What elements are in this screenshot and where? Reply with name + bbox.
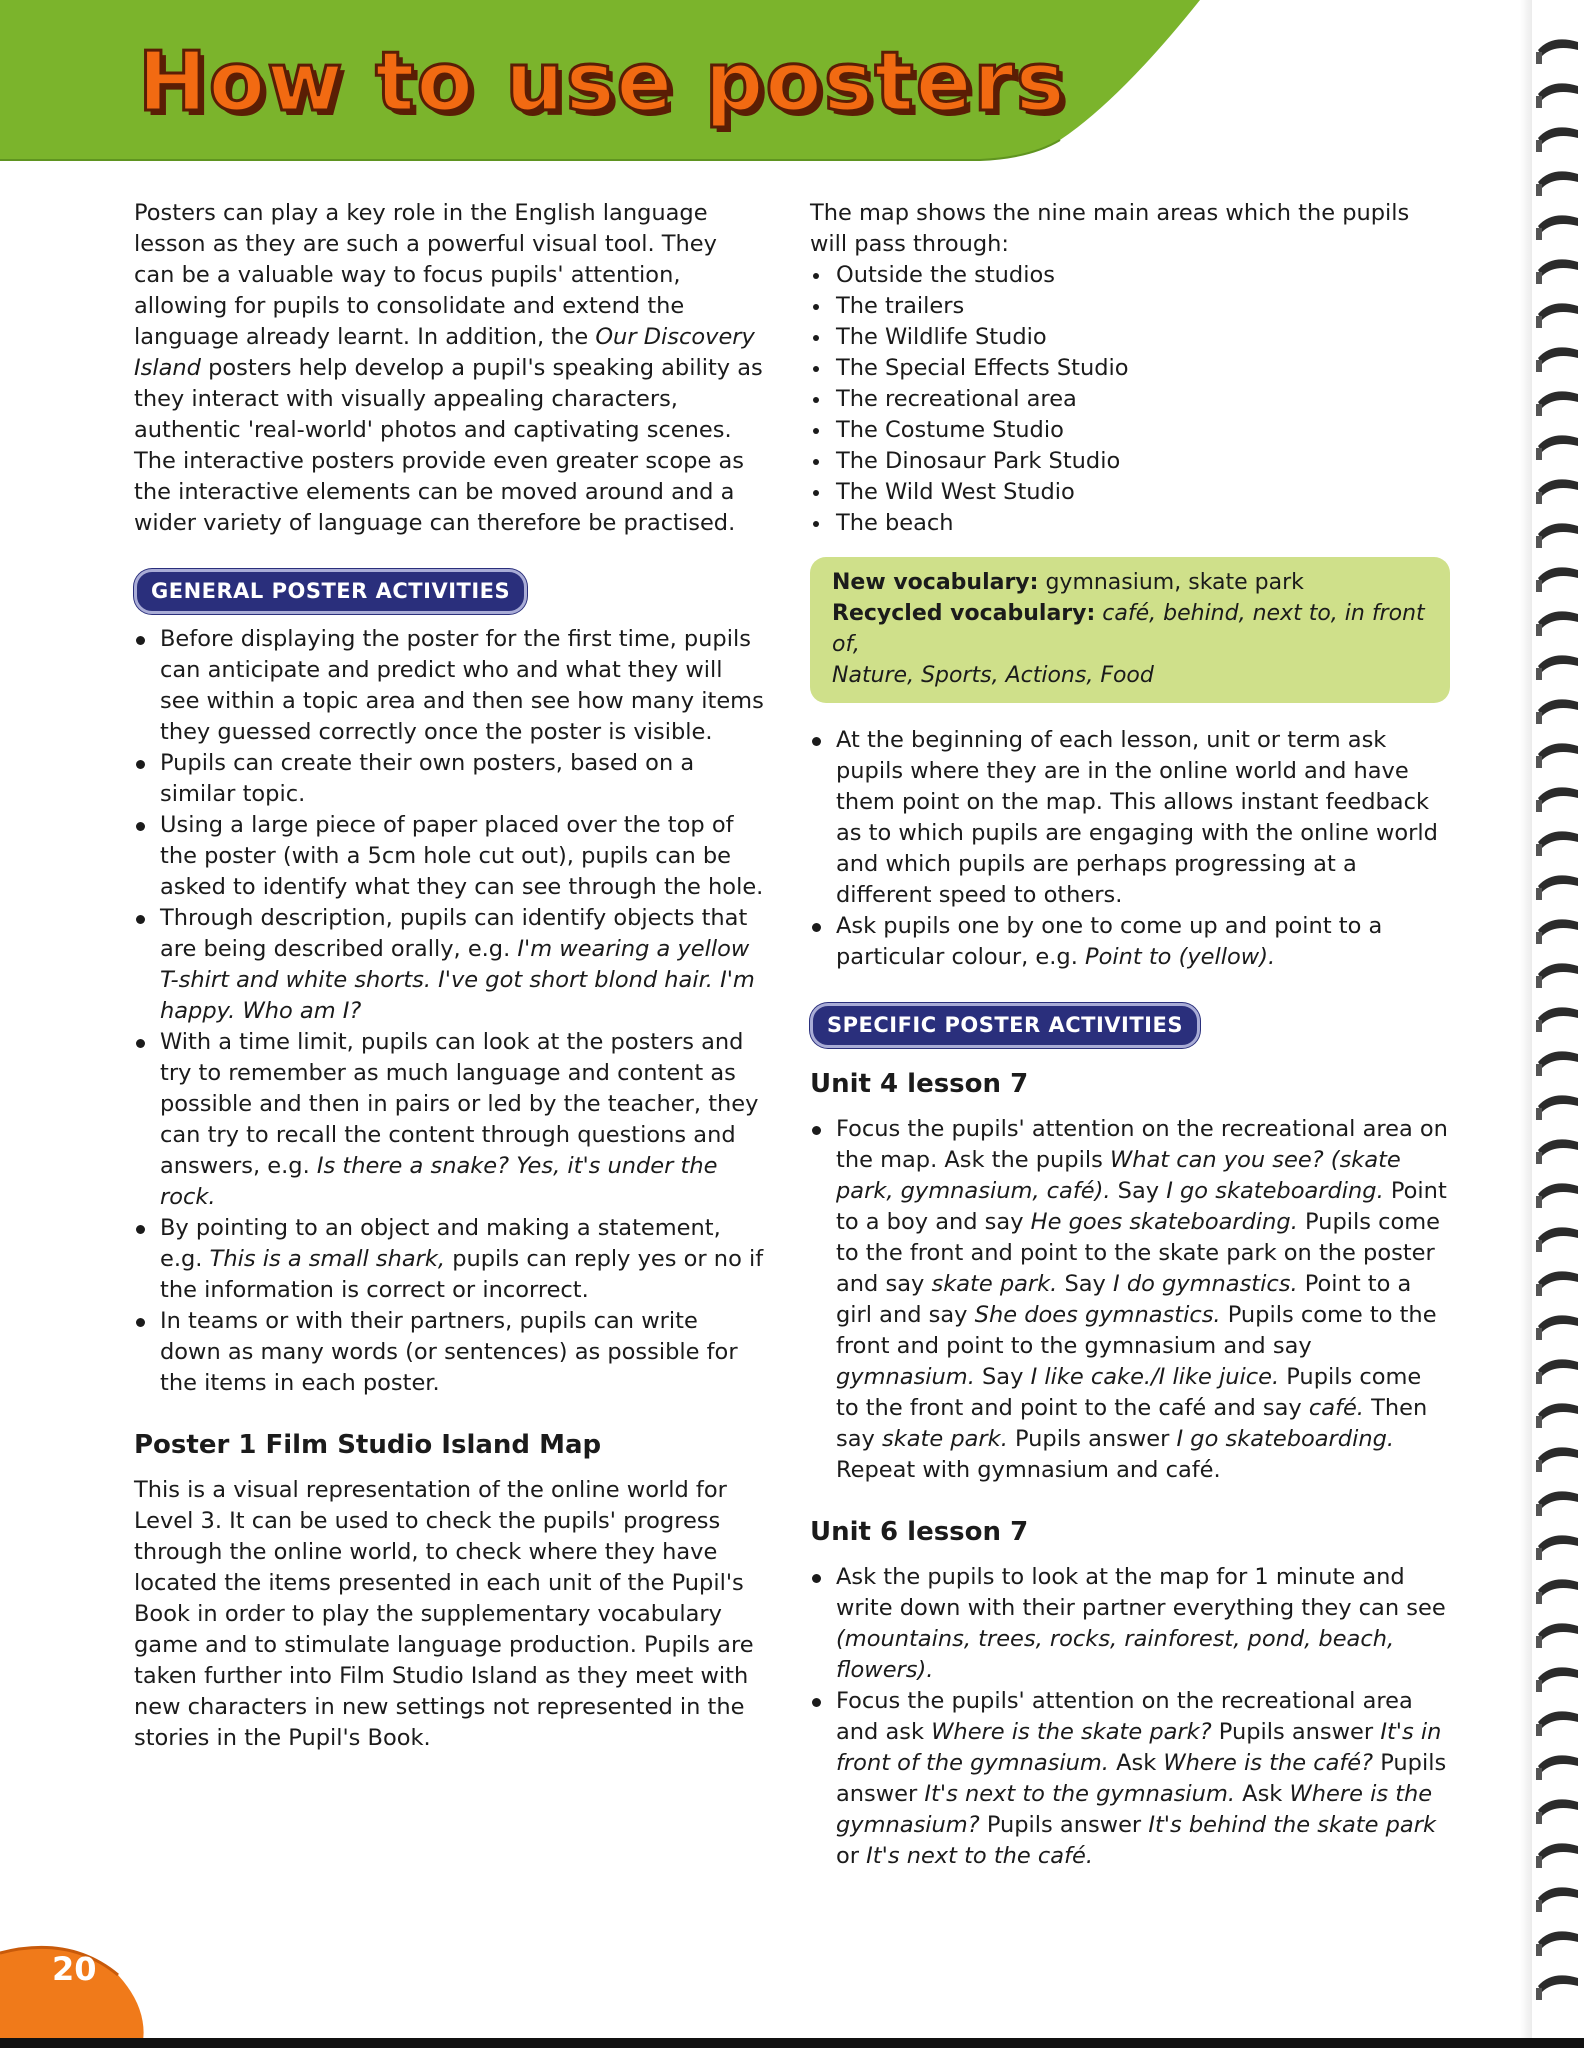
spiral-ring — [1538, 83, 1578, 100]
list-item: Focus the pupils' attention on the recreational area on the map. Ask the pupils What can you see? (skate park, gymnasium, café). Say I go skateboarding. Point to a boy and say He goes skateboarding. Pupils come to the front and point to the skate park on the poster and say skate park. Say I do gymnastics. Point to a girl and say She does gymnastics. Pupils come to the front and point to the gymnasium and say gymnasium. Say I like cake./I like juice. Pupils come to the front and point to the café and say café. Then say skate park. Pupils answer I go skateboarding. Repeat with gymnasium and café. — [810, 1114, 1450, 1486]
spiral-hole — [1536, 272, 1542, 284]
unit6-list — [810, 1562, 1450, 1872]
specific-activities-heading: SPECIFIC POSTER ACTIVITIES — [810, 1003, 1200, 1048]
spiral-ring — [1538, 1843, 1578, 1860]
general-activities-list — [134, 624, 764, 1399]
spiral-ring — [1538, 347, 1578, 364]
spiral-ring — [1538, 567, 1578, 584]
list-item: The Costume Studio — [810, 415, 1450, 446]
spiral-hole — [1536, 1108, 1542, 1120]
spiral-hole — [1536, 1856, 1542, 1868]
general-heading-wrap — [134, 569, 764, 614]
list-item: The Wildlife Studio — [810, 322, 1450, 353]
spiral-ring — [1538, 1007, 1578, 1024]
spiral-hole — [1536, 888, 1542, 900]
spiral-hole — [1536, 448, 1542, 460]
spiral-ring — [1538, 1491, 1578, 1508]
spiral-ring — [1538, 1975, 1578, 1992]
spiral-hole — [1536, 1372, 1542, 1384]
spiral-ring — [1538, 1227, 1578, 1244]
specific-heading-wrap — [810, 1003, 1450, 1048]
spiral-ring — [1538, 39, 1578, 56]
spiral-hole — [1536, 1240, 1542, 1252]
spiral-hole — [1536, 712, 1542, 724]
spiral-hole — [1536, 1900, 1542, 1912]
list-item: The Wild West Studio — [810, 477, 1450, 508]
spiral-hole — [1536, 1548, 1542, 1560]
spiral-hole — [1536, 1196, 1542, 1208]
spiral-hole — [1536, 1944, 1542, 1956]
header-banner — [0, 0, 1230, 165]
intro-paragraph: Posters can play a key role in the English language lesson as they are such a powerful visual tool. They can be a valuable way to focus pupils' attention, allowing for pupils to consolidate and extend the language already learnt. In addition, the Our Discovery Island posters help develop a pupil's speaking ability as they interact with visually appealing characters, authentic 'real-world' photos and captivating scenes. The interactive posters provide even greater scope as the interactive elements can be moved around and a wider variety of language can therefore be practised. — [134, 200, 763, 536]
spiral-hole — [1536, 800, 1542, 812]
spiral-hole — [1536, 1284, 1542, 1296]
unit4-list — [810, 1114, 1450, 1486]
spiral-ring — [1538, 1711, 1578, 1728]
list-item: Focus the pupils' attention on the recreational area and ask Where is the skate park? Pupils answer It's in front of the gymnasium. Ask Where is the café? Pupils answer It's next to the gymnasium. Ask Where is the gymnasium? Pupils answer It's behind the skate park or It's next to the café. — [810, 1686, 1450, 1872]
spiral-hole — [1536, 976, 1542, 988]
list-item: Outside the studios — [810, 260, 1450, 291]
list-item: The Dinosaur Park Studio — [810, 446, 1450, 477]
list-item: In teams or with their partners, pupils can write down as many words (or sentences) as possible for the items in each poster. — [134, 1306, 764, 1399]
list-item: Ask the pupils to look at the map for 1 minute and write down with their partner everything they can see (mountains, trees, rocks, rainforest, pond, beach, flowers). — [810, 1562, 1450, 1686]
spiral-ring — [1538, 1183, 1578, 1200]
spiral-hole — [1536, 580, 1542, 592]
spiral-ring — [1538, 1315, 1578, 1332]
spiral-hole — [1536, 1460, 1542, 1472]
spiral-ring — [1538, 1623, 1578, 1640]
spiral-ring — [1538, 1667, 1578, 1684]
spiral-ring — [1538, 611, 1578, 628]
spiral-hole — [1536, 228, 1542, 240]
spiral-ring — [1538, 963, 1578, 980]
spiral-hole — [1536, 624, 1542, 636]
spiral-ring — [1538, 171, 1578, 188]
list-item: The recreational area — [810, 384, 1450, 415]
spiral-ring — [1538, 1403, 1578, 1420]
spiral-hole — [1536, 844, 1542, 856]
right-column — [810, 198, 1450, 1872]
list-item: Using a large piece of paper placed over the top of the poster (with a 5cm hole cut out), pupils can be asked to identify what they can see through the hole. — [134, 810, 764, 903]
recycled-vocabulary: Recycled vocabulary: café, behind, next to, in front of, Nature, Sports, Actions, Food — [832, 601, 1425, 688]
spiral-hole — [1536, 536, 1542, 548]
list-item: The trailers — [810, 291, 1450, 322]
spiral-hole — [1536, 1988, 1542, 2000]
vocabulary-box — [810, 557, 1450, 703]
spiral-ring — [1538, 1139, 1578, 1156]
spiral-hole — [1536, 1680, 1542, 1692]
spiral-ring — [1538, 435, 1578, 452]
list-item: Before displaying the poster for the first time, pupils can anticipate and predict who and what they will see within a topic area and then see how many items they guessed correctly once the poster is visible. — [134, 624, 764, 748]
list-item: The beach — [810, 508, 1450, 539]
spiral-ring — [1538, 479, 1578, 496]
spiral-ring — [1538, 831, 1578, 848]
spiral-ring — [1538, 215, 1578, 232]
spiral-ring — [1538, 875, 1578, 892]
page-bottom-edge — [0, 2038, 1584, 2048]
spiral-ring — [1538, 655, 1578, 672]
list-item: Through description, pupils can identify objects that are being described orally, e.g. I'm wearing a yellow T-shirt and white shorts. I've got short blond hair. I'm happy. Who am I? — [134, 903, 764, 1027]
spiral-hole — [1536, 360, 1542, 372]
spiral-hole — [1536, 492, 1542, 504]
spiral-hole — [1536, 756, 1542, 768]
spiral-ring — [1538, 1447, 1578, 1464]
spiral-hole — [1536, 184, 1542, 196]
spiral-binding — [1532, 0, 1584, 2048]
general-activities-heading: GENERAL POSTER ACTIVITIES — [134, 569, 527, 614]
spiral-ring — [1538, 1887, 1578, 1904]
list-item: Pupils can create their own posters, based on a similar topic. — [134, 748, 764, 810]
list-item: By pointing to an object and making a statement, e.g. This is a small shark, pupils can reply yes or no if the information is correct or incorrect. — [134, 1213, 764, 1306]
spiral-hole — [1536, 1768, 1542, 1780]
spiral-ring — [1538, 523, 1578, 540]
spiral-ring — [1538, 259, 1578, 276]
new-vocabulary: New vocabulary: gymnasium, skate park — [832, 570, 1304, 595]
spiral-ring — [1538, 699, 1578, 716]
poster1-paragraph: This is a visual representation of the online world for Level 3. It can be used to check the pupils' progress through the online world, to check where they have located the items presented in each unit of the Pupil's Book in order to play the supplementary vocabulary game and to stimulate language production. Pupils are taken further into Film Studio Island as they meet with new characters in new settings not represented in the stories in the Pupil's Book. — [134, 1477, 754, 1751]
list-item: At the beginning of each lesson, unit or term ask pupils where they are in the online world and have them point on the map. This allows instant feedback as to which pupils are engaging with the online world and which pupils are perhaps progressing at a different speed to others. — [810, 725, 1450, 911]
spiral-hole — [1536, 1328, 1542, 1340]
spiral-hole — [1536, 1064, 1542, 1076]
spiral-hole — [1536, 1416, 1542, 1428]
page-title: How to use posters — [138, 35, 1067, 130]
spiral-hole — [1536, 140, 1542, 152]
unit6-heading: Unit 6 lesson 7 — [810, 1517, 1029, 1547]
spiral-ring — [1538, 1931, 1578, 1948]
page-shadow — [1520, 0, 1532, 2048]
list-item: With a time limit, pupils can look at the posters and try to remember as much language and content as possible and then in pairs or led by the teacher, they can try to recall the content through questions and answers, e.g. Is there a snake? Yes, it's under the rock. — [134, 1027, 764, 1213]
unit4-heading: Unit 4 lesson 7 — [810, 1069, 1029, 1099]
spiral-ring — [1538, 1799, 1578, 1816]
spiral-hole — [1536, 52, 1542, 64]
map-activities-list — [810, 725, 1450, 973]
spiral-hole — [1536, 1504, 1542, 1516]
spiral-hole — [1536, 668, 1542, 680]
spiral-hole — [1536, 1592, 1542, 1604]
spiral-hole — [1536, 932, 1542, 944]
spiral-ring — [1538, 1579, 1578, 1596]
map-intro: The map shows the nine main areas which the pupils will pass through: — [810, 200, 1410, 257]
map-areas-list — [810, 260, 1450, 539]
spiral-hole — [1536, 316, 1542, 328]
spiral-ring — [1538, 303, 1578, 320]
page-number: 20 — [52, 1950, 97, 1988]
spiral-ring — [1538, 127, 1578, 144]
spiral-ring — [1538, 919, 1578, 936]
spiral-hole — [1536, 96, 1542, 108]
list-item: The Special Effects Studio — [810, 353, 1450, 384]
spiral-hole — [1536, 1812, 1542, 1824]
spiral-ring — [1538, 1755, 1578, 1772]
spiral-ring — [1538, 743, 1578, 760]
spiral-ring — [1538, 1535, 1578, 1552]
poster1-heading: Poster 1 Film Studio Island Map — [134, 1430, 602, 1460]
spiral-hole — [1536, 404, 1542, 416]
spiral-ring — [1538, 1051, 1578, 1068]
spiral-ring — [1538, 1271, 1578, 1288]
spiral-hole — [1536, 1636, 1542, 1648]
spiral-ring — [1538, 787, 1578, 804]
spiral-hole — [1536, 1020, 1542, 1032]
spiral-ring — [1538, 1095, 1578, 1112]
spiral-hole — [1536, 1152, 1542, 1164]
list-item: Ask pupils one by one to come up and point to a particular colour, e.g. Point to (yellow). — [810, 911, 1450, 973]
spiral-ring — [1538, 391, 1578, 408]
left-column — [134, 198, 764, 1754]
spiral-ring — [1538, 1359, 1578, 1376]
spiral-hole — [1536, 1724, 1542, 1736]
